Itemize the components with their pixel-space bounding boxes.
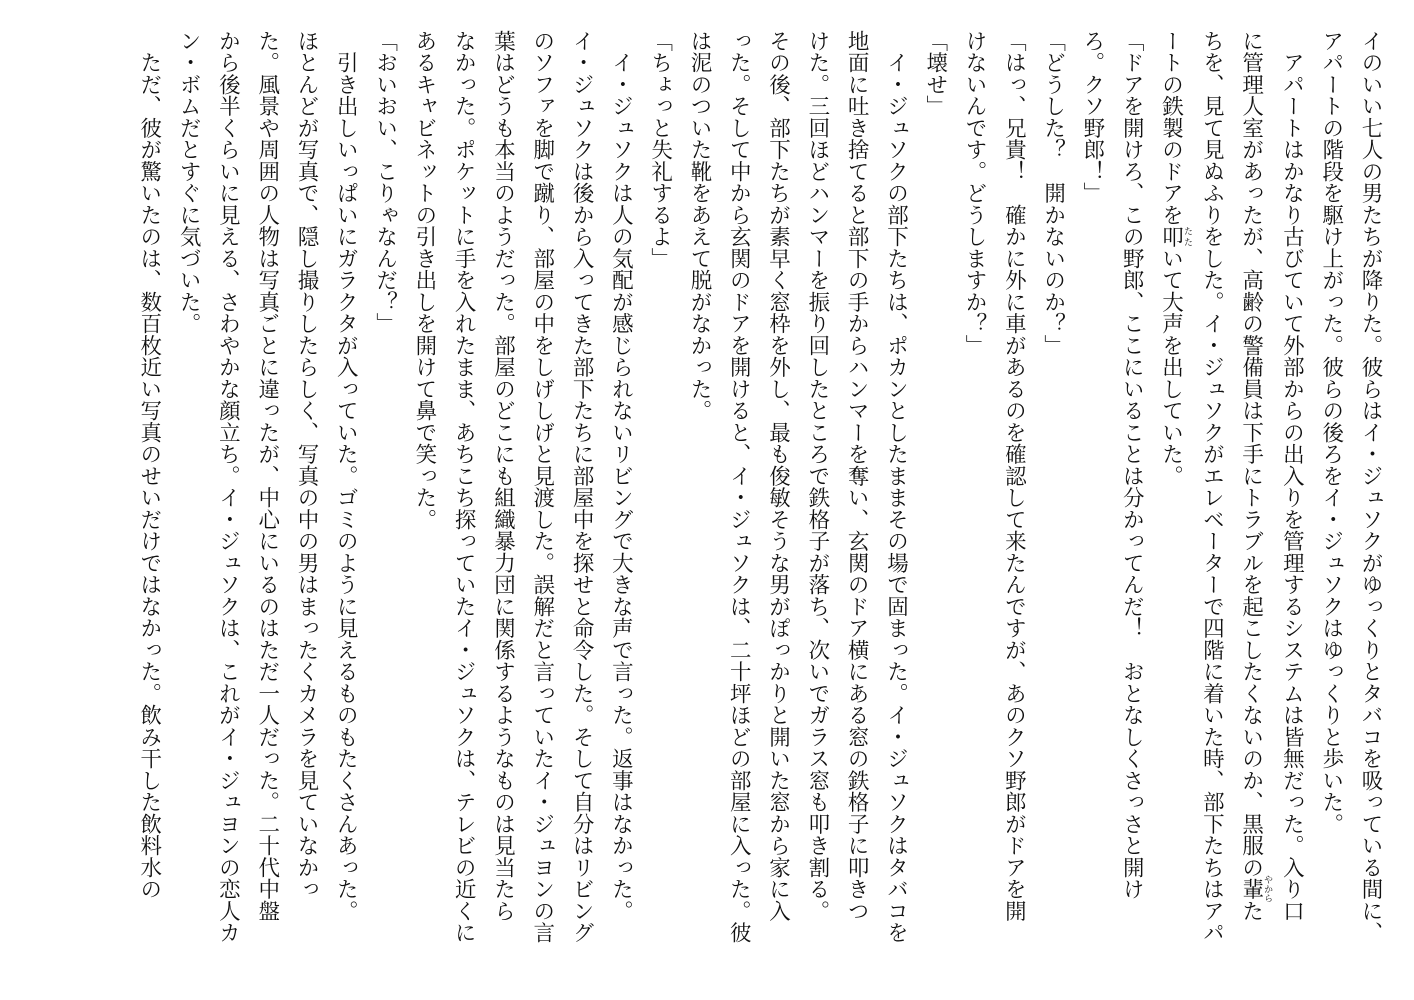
text-line: た。風景や周囲の人物は写真ごとに違ったが、中心にいるのはただ一人だった。二十代中盤	[254, 30, 280, 922]
ruby-annotation: 輩やから	[1238, 875, 1273, 903]
text-line: 引き出しいっぱいにガラクタが入っていた。ゴミのように見えるものもたくさんあった。	[333, 30, 359, 922]
text-line: ン・ボムだとすぐに気づいた。	[176, 30, 202, 335]
text-line: 「おいおい、こりゃなんだ？」	[372, 30, 398, 335]
text-line: アパートの階段を駆け上がった。彼らの後ろをイ・ジュソクはゆっくりと歩いた。	[1318, 30, 1344, 835]
text-line: 「ドアを開けろ、この野郎、ここにいることは分かってんだ！ おとなしくさっさと開け	[1119, 30, 1145, 900]
text-segment: いて大声を出していた。	[1158, 247, 1184, 487]
text-line: 「はっ、兄貴！ 確かに外に車があるのを確認して来たんですが、あのクソ野郎がドアを開	[1001, 30, 1027, 922]
novel-page	[30, 30, 1390, 970]
text-segment: ートの鉄製のドアを	[1158, 30, 1184, 226]
text-line: あるキャビネットの引き出しを開けて鼻で笑った。	[411, 30, 437, 531]
text-segment: に管理人室があったが、高齢の警備員は下手にトラブルを起こしたくないのか、黒服の	[1238, 30, 1264, 879]
text-line: イ・ジュソクは人の気配が感じられないリビングで大きな声で言った。返事はなかった。	[608, 30, 634, 922]
text-line: 地面に吐き捨てると部下の手からハンマーを奪い、玄関のドア横にある窓の鉄格子に叩きつ	[844, 30, 870, 922]
text-line: その後、部下たちが素早く窓枠を外し、最も俊敏そうな男がぽっかりと開いた窓から家に入	[765, 30, 791, 922]
text-line: 「どうした？ 開かないのか？」	[1040, 30, 1066, 357]
text-line-with-ruby	[1151, 30, 1192, 970]
text-line: は泥のついた靴をあえて脱がなかった。	[686, 30, 712, 422]
text-line: ちを、見て見ぬふりをした。イ・ジュソクがエレベーターで四階に着いた時、部下たちはアパ	[1199, 30, 1225, 944]
text-line: のソファを脚で蹴り、部屋の中をしげしげと見渡した。誤解だと言っていたイ・ジュヨンの言	[529, 30, 555, 944]
ruby-annotation: 叩たた	[1158, 225, 1193, 248]
text-line: ほとんどが写真で、隠し撮りしたらしく、写真の中の男はまったくカメラを見ていなかっ	[293, 30, 319, 900]
text-line: イ・ジュソクの部下たちは、ポカンとしたままその場で固まった。イ・ジュソクはタバコを	[883, 30, 909, 944]
text-line: 葉はどうも本当のようだった。部屋のどこにも組織暴力団に関係するようなものは見当たら	[490, 30, 516, 922]
text-line-with-ruby	[1231, 30, 1272, 970]
vertical-text-body	[130, 30, 1391, 970]
text-line: イのいい七人の男たちが降りた。彼らはイ・ジュソクがゆっくりとタバコを吸っている間に、	[1358, 30, 1383, 944]
text-line: 「壊せ」	[922, 30, 948, 117]
text-line: けた。三回ほどハンマーを振り回したところで鉄格子が落ち、次いでガラス窓も叩き割る。	[804, 30, 830, 922]
text-line: なかった。ポケットに手を入れたまま、あちこち探っていたイ・ジュソクは、テレビの近くに	[451, 30, 477, 944]
text-line: った。そして中から玄関のドアを開けると、イ・ジュソクは、二十坪ほどの部屋に入った。彼	[726, 30, 752, 944]
text-line: 「ちょっと失礼するよ」	[647, 30, 673, 270]
text-line: けないんです。どうしますか？」	[962, 30, 988, 357]
text-segment: た	[1238, 900, 1264, 922]
text-line: イ・ジュソクは後から入ってきた部下たちに部屋中を探せと命令した。そして自分はリビング	[569, 30, 595, 944]
text-line: ただ、彼が驚いたのは、数百枚近い写真のせいだけではなかった。飲み干した飲料水の	[136, 30, 162, 900]
text-line: アパートはかなり古びていて外部からの出入りを管理するシステムは皆無だった。入り口	[1279, 30, 1305, 922]
text-line: ろ。クソ野郎！」	[1079, 30, 1105, 204]
text-line: から後半くらいに見える、さわやかな顔立ち。イ・ジュソクは、これがイ・ジュヨンの恋人カ	[215, 30, 241, 944]
